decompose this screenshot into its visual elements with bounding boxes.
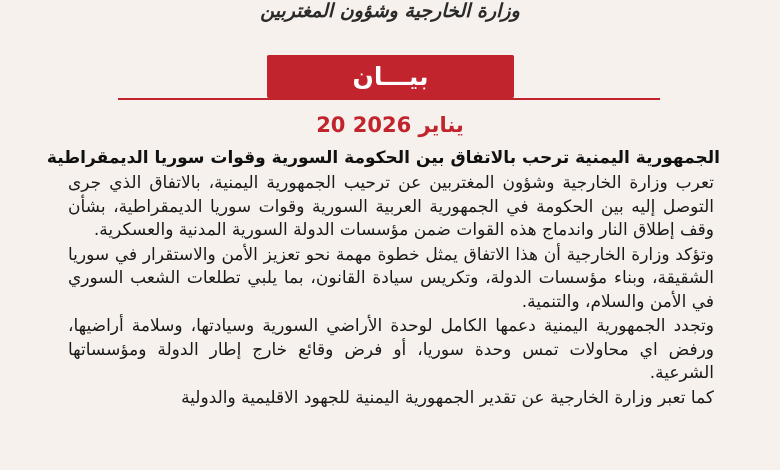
ministry-logo: وزارة الخارجية وشؤون المغتربين	[260, 0, 520, 22]
body-paragraph: وتؤكد وزارة الخارجية أن هذا الاتفاق يمثل خطوة مهمة نحو تعزيز الأمن والاستقرار في سوريا الشقيقة، وبناء مؤسسات الدولة، وتكريس سيادة القانون، بما يلبي تطلعات الشعب السوري في الأمن والسلام، والتنمية.	[68, 244, 714, 312]
statement-label-box	[267, 55, 514, 98]
body-paragraph: وتجدد الجمهورية اليمنية دعمها الكامل لوحدة الأراضي السورية وسيادتها، وسلامة أراضيها، ورفض اي محاولات تمس وحدة سوريا، أو فرض وقائع خارج إطار الدولة ومؤسساتها الشرعية.	[68, 316, 714, 383]
statement-date: 20 يناير 2026	[316, 113, 464, 137]
header-divider	[118, 98, 660, 100]
body-paragraph: كما تعبر وزارة الخارجية عن تقدير الجمهورية اليمنية للجهود الاقليمية والدولية	[181, 387, 714, 408]
body-paragraph: تعرب وزارة الخارجية وشؤون المغتربين عن ترحيب الجمهورية اليمنية، بالاتفاق الذي جرى التوصل إليه بين الحكومة في الجمهورية العربية السورية وقوات سوريا الديمقراطية، بشأن وقف إطلاق النار واندماج هذه القوات ضمن مؤسسات الدولة السورية المدنية والعسكرية.	[68, 173, 714, 240]
statement-label: بيـــان	[352, 62, 429, 91]
statement-headline: الجمهورية اليمنية ترحب بالاتفاق بين الحكومة السورية وقوات سوريا الديمقراطية	[46, 148, 720, 168]
statement-body	[68, 172, 714, 411]
